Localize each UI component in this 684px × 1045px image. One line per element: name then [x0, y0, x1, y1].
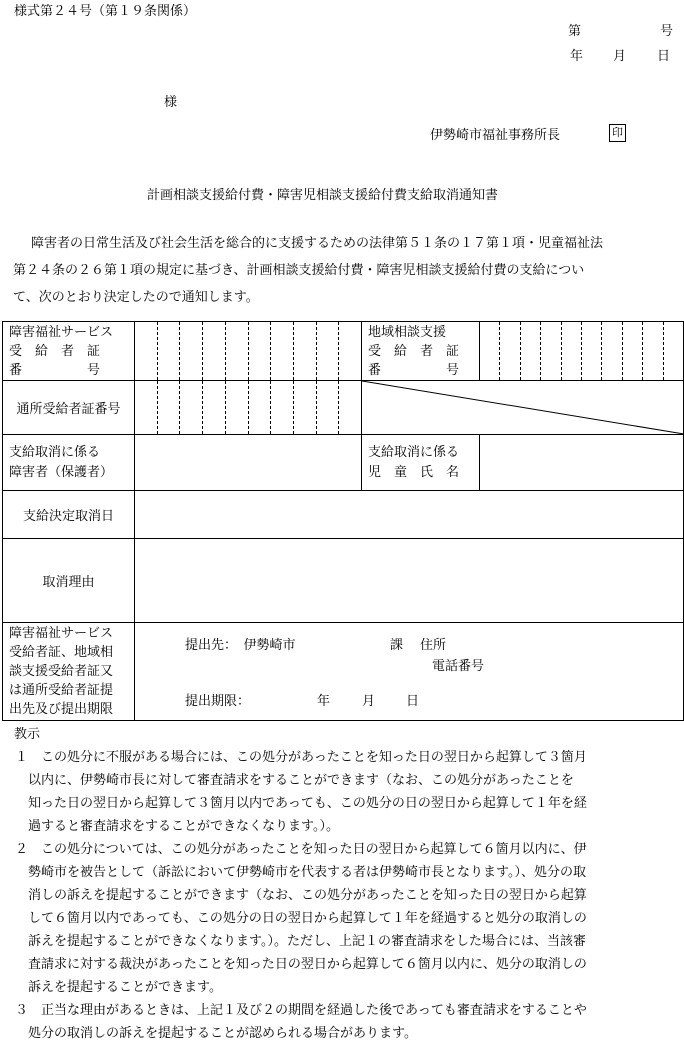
label-line: 地域相談支援 — [368, 324, 447, 340]
instruction-line: 訴えを提起することができなくなります。）。ただし、上記１の審査請求をした場合には、当該審 — [2, 934, 586, 949]
label-line: 児 童 氏 名 — [368, 464, 460, 480]
label-line: 障害福祉サービス — [9, 324, 114, 340]
label-community-support-cert-no — [362, 322, 480, 381]
cancel-reason-field[interactable] — [135, 539, 684, 623]
instruction-line: 消しの訴えを提起することができます（なお、この処分があったことを知った日の翌日から起算 — [2, 888, 587, 903]
instruction-line: 以内に、伊勢崎市長に対して審査請求をすることができます（なお、この処分があったことを — [2, 773, 574, 788]
row-certificate-numbers — [3, 322, 684, 381]
date-day: 日 — [657, 49, 671, 64]
row-cancel-reason — [3, 539, 684, 623]
label-line: 支給取消に係る — [368, 444, 460, 460]
seal-mark: 印 — [609, 124, 626, 142]
submission-info — [135, 623, 684, 721]
deadline-year: 年 — [317, 693, 331, 709]
diagonal-line — [362, 381, 684, 434]
instruction-line: して６箇月以内であっても、この処分の日の翌日から起算して１年を経過すると処分の取消しの — [2, 911, 587, 926]
instructions-heading: 教示 — [14, 727, 41, 742]
cancel-date-field[interactable] — [135, 491, 684, 539]
instructions-section — [0, 723, 684, 1045]
label-line: 受 給 者 証 — [9, 343, 101, 359]
label-day-service-cert-no: 通所受給者証番号 — [3, 381, 135, 435]
label-welfare-service-cert-no — [3, 322, 135, 381]
instruction-line: 勢崎市を被告として（訴訟において伊勢崎市を代表する者は伊勢崎市長となります。）、処分の取 — [2, 865, 586, 880]
row-names — [3, 435, 684, 491]
section-label: 課 — [390, 637, 404, 653]
intro-line: 第２４条の２６第１項の規定に基づき、計画相談支援給付費・障害児相談支援給付費の支給につい — [13, 263, 585, 278]
intro-paragraph — [13, 230, 679, 311]
label-line: 受 給 者 証 — [368, 343, 460, 359]
instruction-line: 訴えを提起することができます。 — [2, 980, 222, 995]
day-service-cert-no-boxes[interactable] — [135, 381, 362, 435]
label-line: 番 号 — [9, 362, 101, 378]
instruction-line: ２ この処分については、この処分があったことを知った日の翌日から起算して６箇月以内に、伊 — [2, 842, 587, 857]
date-month: 月 — [613, 49, 627, 64]
document-title: 計画相談支援給付費・障害児相談支援給付費支給取消通知書 — [147, 188, 499, 203]
diagonal-void-cell — [362, 381, 684, 435]
issue-no-suffix: 号 — [660, 24, 674, 39]
label-line: 障害者（保護者） — [9, 464, 114, 480]
welfare-service-cert-no-boxes[interactable] — [135, 322, 362, 381]
instruction-line: ３ 正当な理由があるときは、上記１及び２の期間を経過した後であっても審査請求をすることや — [2, 1003, 587, 1018]
issuer-name: 伊勢崎市福祉事務所長 — [430, 128, 561, 143]
label-submission — [3, 623, 135, 721]
deadline-label: 提出期限： — [185, 693, 251, 709]
instruction-line: 査請求に対する裁決があったことを知った日の翌日から起算して６箇月以内に、処分の取消しの — [2, 957, 587, 972]
date-year: 年 — [570, 49, 584, 64]
label-cancel-date: 支給決定取消日 — [3, 491, 135, 539]
row-day-service-cert-no — [3, 381, 684, 435]
phone-label: 電話番号 — [432, 658, 485, 674]
instruction-line: １ この処分に不服がある場合には、この処分があったことを知った日の翌日から起算して３箇月 — [2, 750, 587, 765]
child-name-field[interactable] — [480, 435, 684, 491]
community-support-cert-no-boxes[interactable] — [480, 322, 684, 381]
instruction-line: 処分の取消しの訴えを提起することが認められる場合があります。 — [2, 1026, 417, 1041]
form-number: 様式第２４号（第１９条関係） — [14, 4, 197, 19]
notice-form-table — [2, 321, 684, 721]
instruction-line: 過すると審査請求をすることができなくなります。）。 — [2, 819, 339, 834]
label-line: 支給取消に係る — [9, 444, 101, 460]
addressee-suffix: 様 — [164, 95, 178, 110]
deadline-day: 日 — [406, 693, 420, 709]
label-line: 受給者証、地域相 — [9, 645, 114, 660]
row-submission — [3, 623, 684, 721]
label-cancel-reason: 取消理由 — [3, 539, 135, 623]
label-line: 障害福祉サービス — [9, 626, 114, 641]
instruction-line: 知った日の翌日から起算して３箇月以内であっても、この処分の日の翌日から起算して１年を経 — [2, 796, 587, 811]
row-cancel-date — [3, 491, 684, 539]
label-child-name — [362, 435, 480, 491]
submit-to-label: 提出先： 伊勢崎市 — [185, 637, 296, 653]
label-line: 番 号 — [368, 362, 460, 378]
intro-line: 障害者の日常生活及び社会生活を総合的に支援するための法律第５１条の１７第１項・児童福祉法 — [31, 236, 604, 251]
label-disabled-person — [3, 435, 135, 491]
intro-line: て、次のとおり決定したので通知します。 — [13, 290, 259, 305]
address-label: 住所 — [420, 637, 447, 653]
deadline-month: 月 — [362, 693, 376, 709]
issue-no-prefix: 第 — [568, 24, 582, 39]
disabled-person-name-field[interactable] — [135, 435, 362, 491]
label-line: 談支援受給者証又 — [9, 664, 114, 679]
label-line: は通所受給者証提 — [9, 683, 114, 698]
label-line: 出先及び提出期限 — [9, 702, 114, 717]
